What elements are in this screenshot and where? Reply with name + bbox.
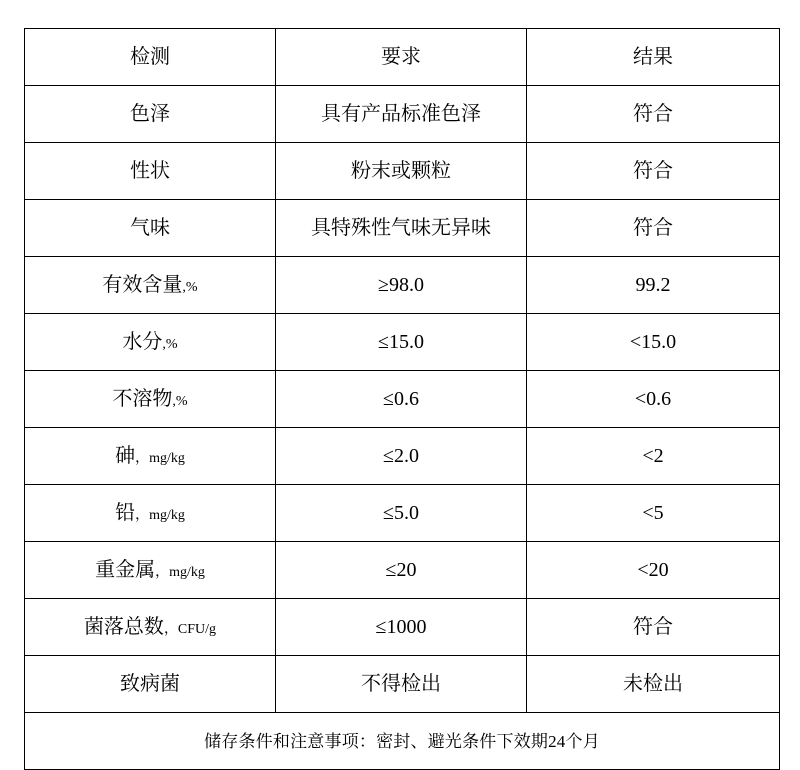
specification-table [24,28,780,770]
cell-result-label: 符合 [633,616,673,638]
cell-result [527,428,780,485]
cell-requirement-label: 具特殊性气味无异味 [311,217,491,239]
cell-requirement-label: 粉末或颗粒 [351,160,451,182]
cell-item-unit: ,% [182,280,198,295]
table-row [25,371,780,428]
cell-requirement [276,371,527,428]
cell-result-label: 符合 [633,103,673,125]
cell-requirement [276,485,527,542]
cell-result-label: 99.2 [635,274,671,296]
cell-result [527,257,780,314]
cell-requirement-label: ≤0.6 [383,388,419,410]
cell-item-label: 铅 [115,502,136,524]
cell-result-label: 符合 [633,160,673,182]
cell-requirement-label: 具有产品标准色泽 [321,103,481,125]
cell-result-label: 符合 [633,217,673,239]
cell-item-unit: ，CFU/g [163,622,217,637]
cell-item-label: 气味 [130,217,170,239]
cell-requirement-label: ≤2.0 [383,445,419,467]
table-row [25,200,780,257]
cell-item-label: 致病菌 [120,673,180,695]
cell-result-label: <2 [642,445,664,467]
table-row [25,143,780,200]
column-header-result [527,29,780,86]
cell-result-label: <0.6 [634,388,672,410]
storage-note-label: 储存条件和注意事项：密封、避光条件下效期24个月 [204,732,600,751]
cell-requirement-label: ≥98.0 [378,274,424,296]
storage-note-cell [25,713,780,770]
cell-item [25,428,276,485]
table-row [25,485,780,542]
column-header-item-label: 检测 [130,46,170,68]
cell-result-label: 未检出 [623,673,683,695]
table-row [25,257,780,314]
cell-item [25,371,276,428]
table-row [25,314,780,371]
cell-result [527,599,780,656]
column-header-result-label: 结果 [633,46,673,68]
cell-item-label: 不溶物 [112,388,173,410]
cell-result [527,371,780,428]
cell-item-label: 重金属 [95,559,156,581]
cell-item-unit: ,% [162,337,178,352]
cell-requirement [276,599,527,656]
cell-requirement [276,200,527,257]
table-row [25,428,780,485]
cell-item-unit: ,% [172,394,188,409]
cell-item-label: 菌落总数 [83,616,164,638]
cell-item [25,314,276,371]
cell-item-unit: ，mg/kg [135,508,185,523]
cell-item [25,143,276,200]
cell-item-label: 色泽 [130,103,170,125]
cell-result-label: <20 [637,559,669,581]
cell-item-unit: ，mg/kg [155,565,205,580]
table-row [25,86,780,143]
table-row [25,599,780,656]
column-header-requirement-label: 要求 [381,46,421,68]
cell-requirement-label: ≤15.0 [378,331,424,353]
cell-requirement-label: ≤20 [385,559,417,581]
cell-item-label: 水分 [122,331,163,353]
cell-item [25,656,276,713]
cell-result [527,542,780,599]
cell-result [527,485,780,542]
cell-result [527,143,780,200]
cell-result [527,86,780,143]
cell-item-label: 性状 [130,160,170,182]
table-row [25,542,780,599]
cell-item-unit: ，mg/kg [135,451,185,466]
cell-requirement [276,143,527,200]
cell-requirement [276,428,527,485]
cell-requirement [276,257,527,314]
column-header-item [25,29,276,86]
cell-requirement [276,314,527,371]
cell-result [527,656,780,713]
column-header-requirement [276,29,527,86]
cell-item [25,257,276,314]
cell-item-label: 有效含量 [102,274,183,296]
cell-requirement-label: ≤1000 [375,616,427,638]
table-footer-row [25,713,780,770]
cell-requirement [276,542,527,599]
cell-result-label: <15.0 [629,331,677,353]
cell-requirement-label: 不得检出 [361,673,441,695]
cell-result-label: <5 [642,502,664,524]
cell-item-label: 砷 [115,445,136,467]
cell-item [25,542,276,599]
cell-item [25,86,276,143]
cell-item [25,200,276,257]
table-header-row [25,29,780,86]
cell-result [527,200,780,257]
cell-item [25,599,276,656]
cell-requirement [276,86,527,143]
table-row [25,656,780,713]
cell-requirement-label: ≤5.0 [383,502,419,524]
cell-requirement [276,656,527,713]
cell-item [25,485,276,542]
cell-result [527,314,780,371]
